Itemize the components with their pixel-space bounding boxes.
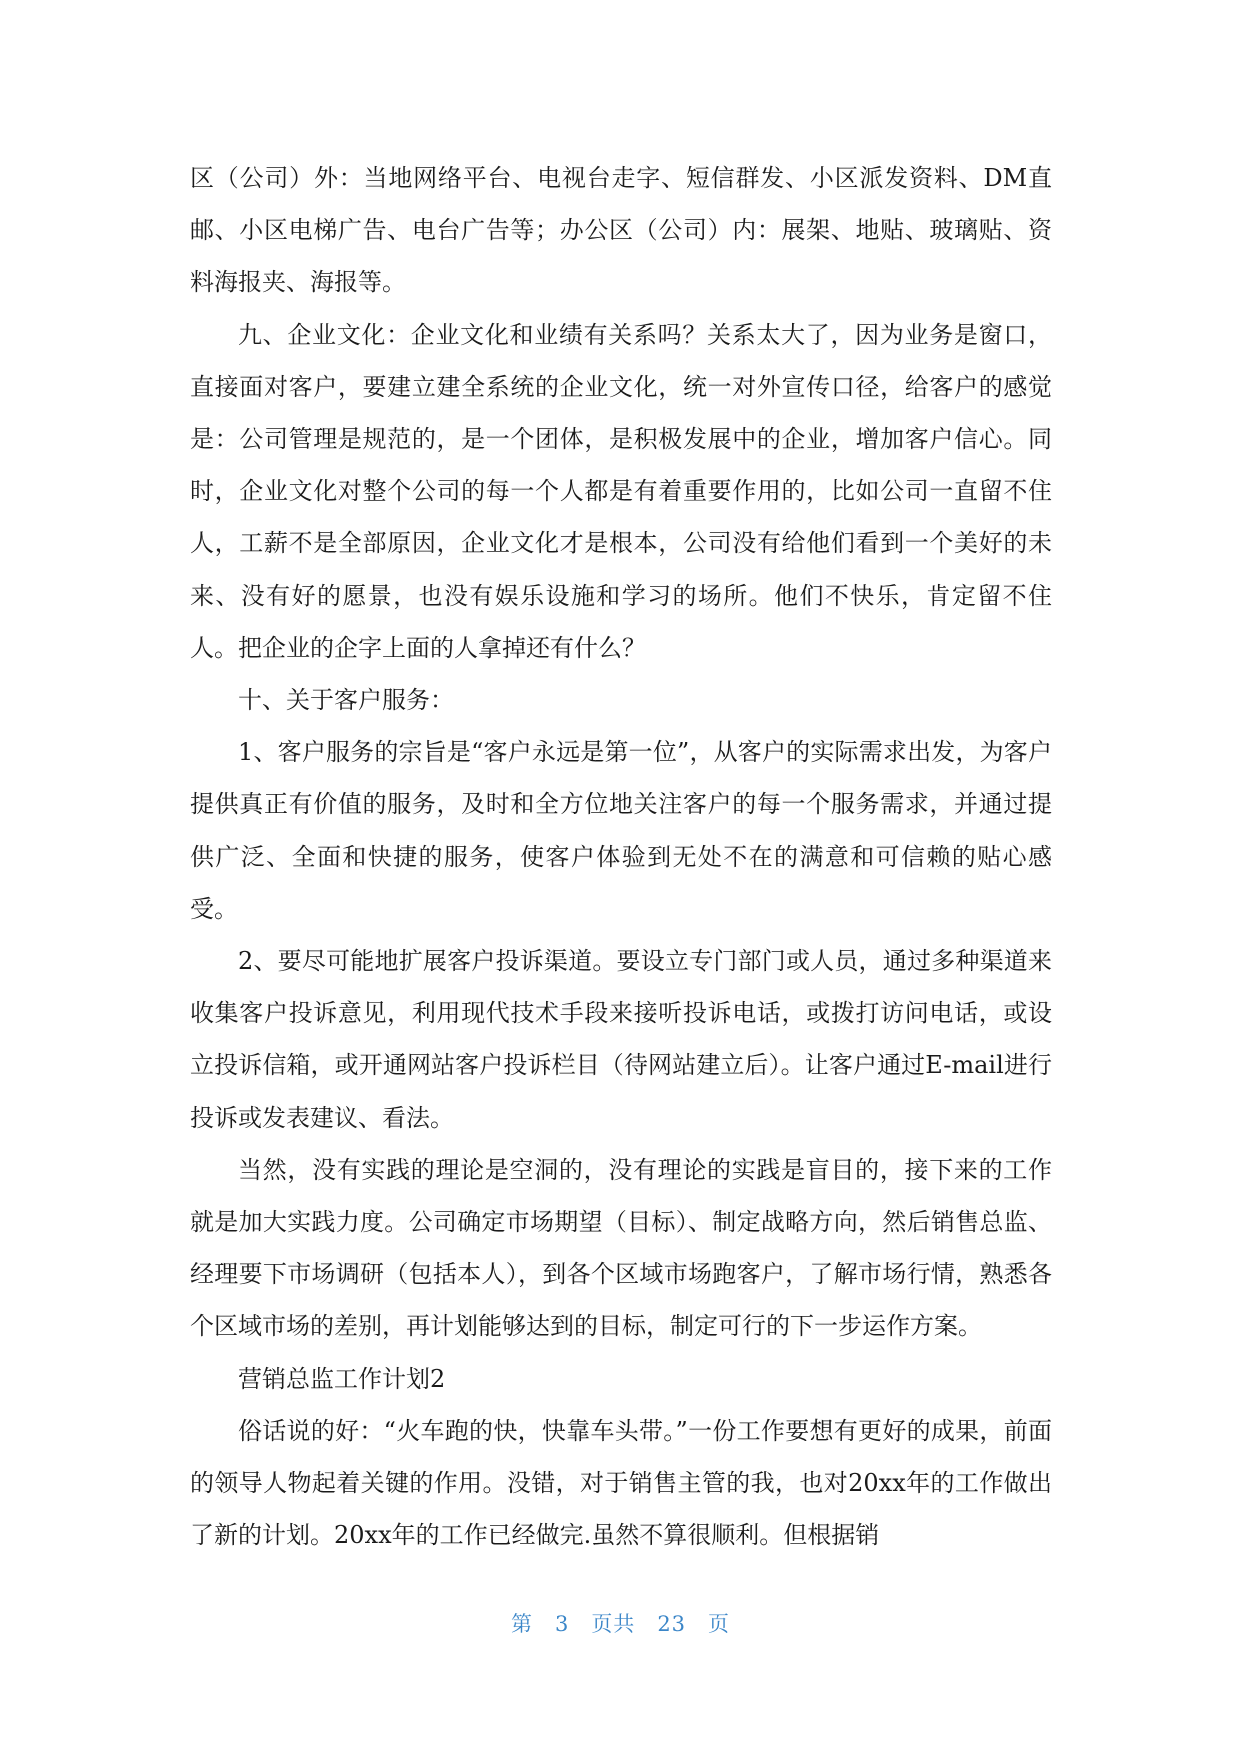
footer-prefix: 第 xyxy=(510,1612,533,1636)
paragraph-customer-service-heading: 十、关于客户服务： xyxy=(238,686,454,715)
footer-middle: 页共 xyxy=(591,1612,636,1636)
footer-total-pages: 23 xyxy=(657,1612,687,1636)
document-body xyxy=(190,152,1052,1561)
footer-suffix: 页 xyxy=(708,1612,731,1636)
footer-current-page: 3 xyxy=(554,1612,570,1636)
paragraph-service-purpose: 1、客户服务的宗旨是“客户永远是第一位”，从客户的实际需求出发，为客户提供真正有价值的服务，及时和全方位地关注客户的每一个服务需求，并通过提供广泛、全面和快捷的服务，使客户体验到无处不在的满意和可信赖的贴心感受。 xyxy=(190,738,1052,923)
section-title-plan-2: 营销总监工作计划2 xyxy=(238,1364,446,1393)
paragraph-corporate-culture: 九、企业文化：企业文化和业绩有关系吗？关系太大了，因为业务是窗口，直接面对客户，要建立建全系统的企业文化，统一对外宣传口径，给客户的感觉是：公司管理是规范的，是一个团体，是积极发展中的企业，增加客户信心。同时，企业文化对整个公司的每一个人都是有着重要作用的，比如公司一直留不住人，工薪不是全部原因，企业文化才是根本，公司没有给他们看到一个美好的未来、没有好的愿景，也没有娱乐设施和学习的场所。他们不快乐，肯定留不住人。把企业的企字上面的人拿掉还有什么？ xyxy=(190,320,1052,662)
paragraph-ad-channels: 区（公司）外：当地网络平台、电视台走字、短信群发、小区派发资料、DM直邮、小区电梯广告、电台广告等；办公区（公司）内：展架、地贴、玻璃贴、资料海报夹、海报等。 xyxy=(190,164,1052,297)
paragraph-practice: 当然，没有实践的理论是空洞的，没有理论的实践是盲目的，接下来的工作就是加大实践力度。公司确定市场期望（目标）、制定战略方向，然后销售总监、经理要下市场调研（包括本人），到各个区域市场跑客户，了解市场行情，熟悉各个区域市场的差别，再计划能够达到的目标，制定可行的下一步运作方案。 xyxy=(190,1155,1052,1341)
paragraph-complaint-channels: 2、要尽可能地扩展客户投诉渠道。要设立专门部门或人员，通过多种渠道来收集客户投诉意见，利用现代技术手段来接听投诉电话，或拨打访问电话，或设立投诉信箱，或开通网站客户投诉栏目（待网站建立后）。让客户通过E-mail进行投诉或发表建议、看法。 xyxy=(190,947,1052,1132)
paragraph-proverb: 俗话说的好：“火车跑的快，快靠车头带。”一份工作要想有更好的成果，前面的领导人物起着关键的作用。没错，对于销售主管的我，也对20xx年的工作做出了新的计划。20xx年的工作已经做完.虽然不算很顺利。但根据销 xyxy=(190,1416,1052,1550)
page-footer xyxy=(0,1609,1241,1639)
